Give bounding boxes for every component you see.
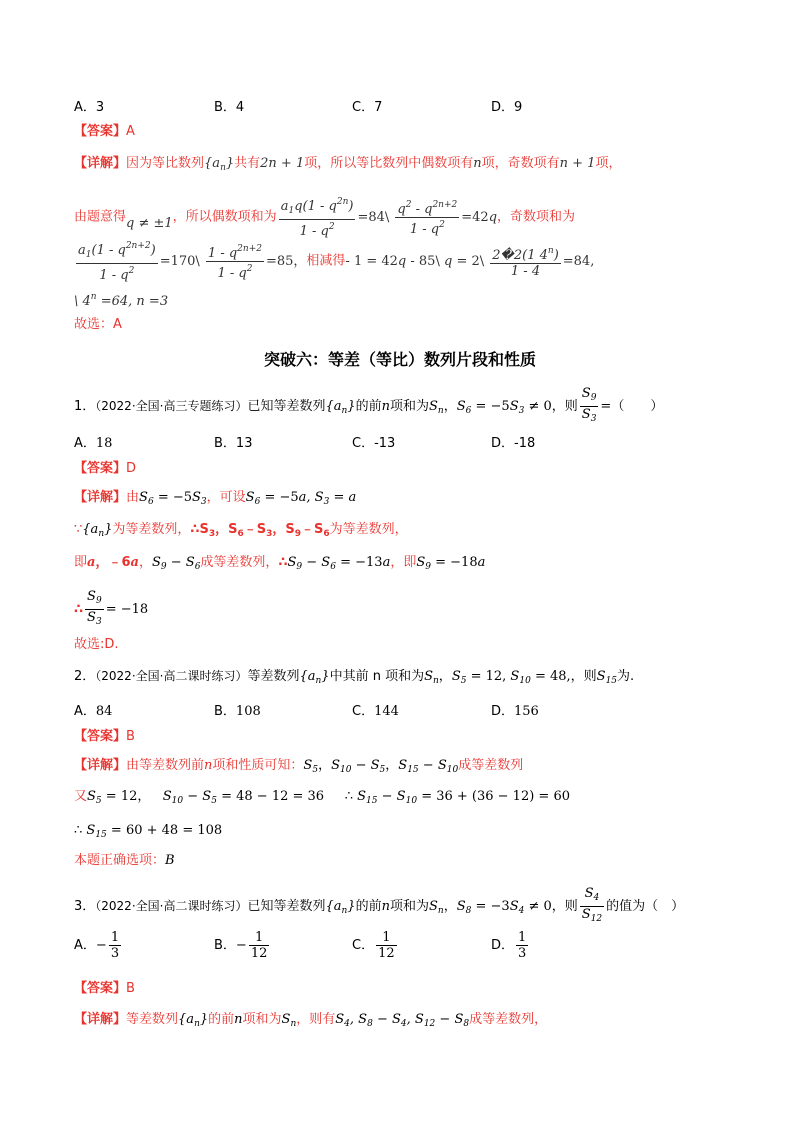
- stem-text: ，则: [570, 669, 597, 684]
- formula: 2n + 1: [260, 156, 305, 171]
- q2-detail-line-3: ∴ $S_{15} = 60 + 48 = 108$: [74, 823, 223, 840]
- option-label: C．: [352, 704, 375, 719]
- detail-text: ，可设: [206, 490, 246, 505]
- detail-text: ，即: [390, 555, 417, 570]
- answer-value: A: [126, 124, 135, 139]
- detail-text: 又: [74, 789, 88, 804]
- detail-text: a: [87, 555, 96, 570]
- stem-text: 已知等差数列: [247, 899, 326, 914]
- detail-text: ，则有: [296, 1012, 336, 1027]
- answer-tag: 【答案】: [74, 461, 127, 476]
- stem-text: 项和为: [389, 899, 429, 914]
- detail-text: 等差数列: [126, 1012, 179, 1027]
- detail-tag: 【详解】: [74, 758, 127, 773]
- q2-answer: [74, 728, 135, 746]
- q2-stem: 2．（2022·全国·高二课时练习）等差数列$\{a_n\}$中其前 n 项和为$S_n$，$S_5 = 12$, $S_{10} = 48$,，则$S_{15}$为.: [74, 669, 635, 686]
- q1-detail-line-3: 即a，﹣6a，$S_9 - S_6$成等差数列，$\therefore S_9 - S_6 = -13a$，即$S_9 = -18a$: [74, 555, 486, 572]
- q2-conclusion: [74, 852, 175, 870]
- formula: $S_n$: [281, 1012, 297, 1029]
- q3-detail-line-1: [74, 1011, 547, 1033]
- question-number: 3．: [74, 899, 96, 914]
- q3-stem: 3．（2022·全国·高二课时练习）已知等差数列$\{a_n\}$的前n项和为$S_n$，$S_8 = -3S_4 \ne 0$，则 $\frac{S_4}{S_{12}}$ 的值为（ ）: [74, 886, 685, 924]
- detail-text: 项，所以等比数列中偶数项有: [304, 156, 474, 171]
- prev-answer: [74, 123, 135, 141]
- formula: - 1 = 42q - 85\ q = 2\ $\frac{2�2(1 4^n)}{1 - 4}$ =84,: [345, 245, 595, 279]
- q2-detail-line-1: [74, 757, 523, 779]
- conclusion-text: 本题正确选项：: [74, 853, 166, 868]
- option-label: B．: [214, 704, 236, 719]
- formula: q ≠ ±1: [126, 215, 173, 231]
- answer-value: B: [126, 729, 135, 744]
- option-d: D．9: [491, 100, 523, 115]
- question-source: （2022·全国·高二课时练习）: [95, 669, 248, 683]
- q1-detail-line-1: [74, 489, 356, 511]
- formula: $S_n$: [428, 899, 444, 916]
- option-label: B．: [214, 938, 236, 953]
- detail-text: 成等差数列，: [200, 555, 279, 570]
- formula: n: [234, 1012, 243, 1027]
- stem-text: 为.: [617, 669, 635, 684]
- formula: $S_{15}$: [596, 669, 618, 686]
- option-b: B．− $\frac{1}{12}$: [214, 930, 268, 961]
- formula: $\{a_n\}$: [299, 669, 330, 686]
- option-value: 144: [374, 704, 399, 719]
- formula: $S_9 - S_6 = -13a$: [287, 555, 391, 572]
- question-number: 1．: [74, 399, 96, 414]
- option-d: D．-18: [491, 436, 536, 451]
- formula: $\frac{a_1q(1 - q^{2n})}{1 - q^2}$ =84\ $\frac{q^2 - q^{2n+2}}{1 - q^2}$ =42q: [280, 197, 498, 239]
- option-d: D． $\frac{1}{3}$: [491, 930, 527, 961]
- prev-detail-line-1: [74, 155, 621, 177]
- formula: $S_6 = -5a$, $S_3 = a$: [245, 490, 357, 507]
- option-value: 84: [95, 704, 113, 719]
- formula: $\{a_n\}$: [82, 522, 113, 539]
- detail-text: ，: [138, 555, 152, 570]
- prev-detail-line-4: \ $4^n =64$, n =3: [74, 292, 169, 309]
- stem-text: 的前: [355, 899, 382, 914]
- conclusion-answer: B: [165, 853, 175, 868]
- option-label: C．: [352, 938, 375, 953]
- prev-conclusion: 故选：A: [74, 317, 122, 332]
- detail-text: 的前: [208, 1012, 235, 1027]
- q1-detail-line-4: ∴ $\frac{S_9}{S_3}$ = −18: [74, 589, 149, 627]
- detail-text: ，所以偶数项和为: [172, 209, 277, 225]
- detail-text: 因为等比数列: [126, 156, 205, 171]
- prev-detail-line-3: [74, 239, 594, 283]
- detail-text: 成等差数列，: [469, 1012, 548, 1027]
- formula: $S_6 = -5S_3 \ne 0$: [456, 399, 552, 416]
- option-c: C．7: [352, 100, 383, 115]
- formula: $S_4$, $S_8 - S_4$, $S_{12} - S_8$: [335, 1012, 470, 1029]
- stem-text: 等差数列: [247, 669, 300, 684]
- formula: n + 1: [559, 156, 596, 171]
- detail-text: a: [130, 555, 139, 570]
- detail-text: 项，奇数项有: [481, 156, 560, 171]
- detail-text: 即: [74, 555, 88, 570]
- formula: $\{a_n\}$: [178, 1012, 209, 1029]
- answer-tag: 【答案】: [74, 124, 127, 139]
- question-source: （2022·全国·高二课时练习）: [95, 899, 248, 913]
- detail-text: 相减得: [306, 253, 346, 269]
- option-b: [214, 700, 261, 719]
- stem-text: 项和为: [389, 399, 429, 414]
- formula: $S_9 = -18a$: [416, 555, 486, 572]
- option-d: [491, 700, 539, 719]
- stem-text: 中其前 n 项和为: [329, 669, 425, 684]
- stem-text: 已知等差数列: [247, 399, 326, 414]
- option-a: [74, 700, 112, 719]
- formula: $\{a_n\}$: [325, 899, 356, 916]
- q1-answer: [74, 460, 136, 478]
- option-b: B．4: [214, 100, 245, 115]
- formula: $\frac{S_9}{S_3}$ = −18: [87, 589, 149, 627]
- stem-text: 的值为（ ）: [606, 899, 685, 914]
- option-label: D．: [491, 704, 515, 719]
- formula: $S_5$，$S_{10} - S_5$，$S_{15} - S_{10}$: [303, 758, 459, 775]
- detail-text: 为等差数列，: [112, 522, 191, 537]
- formula: $\{a_n\}$: [325, 399, 356, 416]
- text: ﹣S: [243, 522, 267, 537]
- detail-text: 成等差数列: [458, 758, 524, 773]
- detail-text: ，奇数项和为: [497, 209, 576, 225]
- option-label: A．: [74, 938, 96, 953]
- q3-answer: [74, 980, 135, 998]
- question-number: 2．: [74, 669, 96, 684]
- text: ﹣S: [301, 522, 324, 537]
- stem-text: （ ）: [611, 399, 664, 414]
- formula: $\frac{S_4}{S_{12}}$: [581, 886, 603, 924]
- formula: $S_6 = -5S_3$: [139, 490, 207, 507]
- detail-text: 共有: [234, 156, 261, 171]
- text: ，S: [272, 522, 295, 537]
- detail-tag: 【详解】: [74, 1012, 127, 1027]
- detail-text: 项和为: [242, 1012, 282, 1027]
- formula: $S_5 = 12$， $S_{10} - S_5 = 48 - 12 = 36$ ∴ $S_{15} - S_{10} = 36 + (36 - 12) = 60$: [87, 789, 570, 806]
- stem-text: 的前: [355, 399, 382, 414]
- option-label: D．: [491, 938, 515, 953]
- text: ，S: [215, 522, 238, 537]
- detail-text: 项，: [595, 156, 622, 171]
- option-value: 108: [235, 704, 261, 719]
- option-a: [74, 432, 112, 451]
- option-c: [352, 700, 399, 719]
- stem-text: ，则: [551, 399, 578, 414]
- formula: $S_5 = 12$, $S_{10} = 48$,: [451, 669, 571, 686]
- option-label: A．: [74, 704, 96, 719]
- section-title: 突破六：等差（等比）数列片段和性质: [263, 350, 536, 369]
- option-value: 156: [514, 704, 539, 719]
- formula: $S_n$: [424, 669, 439, 686]
- answer-value: D: [126, 461, 137, 476]
- question-source: （2022·全国·高三专题练习）: [95, 399, 248, 413]
- prev-detail-line-2: [74, 195, 575, 239]
- formula: n: [381, 399, 390, 414]
- detail-tag: 【详解】: [74, 156, 127, 171]
- formula: $\frac{a_1(1 - q^{2n+2})}{1 - q^2}$ =170\ $\frac{1 - q^{2n+2}}{1 - q^2}$ =85，: [78, 241, 307, 283]
- answer-tag: 【答案】: [74, 981, 127, 996]
- text: ∴S: [190, 522, 209, 537]
- formula: $S_9 - S_6$: [151, 555, 201, 572]
- option-c: C．-13: [352, 436, 396, 451]
- detail-text: 项和性质可知：: [212, 758, 304, 773]
- formula: $S_n$: [428, 399, 444, 416]
- option-label: A．: [74, 436, 96, 451]
- answer-tag: 【答案】: [74, 729, 127, 744]
- formula: n: [473, 156, 482, 171]
- q1-conclusion: 故选:D.: [74, 637, 119, 652]
- detail-tag: 【详解】: [74, 490, 127, 505]
- formula: $S_8 = -3S_4 \ne 0$: [456, 899, 552, 916]
- option-a: A．3: [74, 100, 105, 115]
- option-a: A．− $\frac{1}{3}$: [74, 930, 120, 961]
- answer-value: B: [126, 981, 135, 996]
- option-c: C． $\frac{1}{12}$: [352, 930, 395, 961]
- formula: n: [381, 899, 390, 914]
- detail-text: 由题意得: [74, 209, 127, 225]
- option-b: B．13: [214, 436, 253, 451]
- q2-detail-line-2: [74, 788, 570, 810]
- formula: $\{a_n\}$: [204, 156, 235, 173]
- q1-detail-line-2: $\because\{a_n\}$为等差数列，$\therefore S_3$，$S_6﹣S_3$，$S_9﹣S_6$为等差数列，: [74, 522, 408, 539]
- detail-text: ，﹣6: [95, 555, 131, 570]
- detail-text: 由等差数列前: [126, 758, 205, 773]
- stem-text: ，则: [551, 899, 578, 914]
- formula: n: [204, 758, 213, 773]
- q1-stem: 1．（2022·全国·高三专题练习）已知等差数列$\{a_n\}$的前n项和为$S_n$，$S_6 = -5S_3 \ne 0$，则 $\frac{S_9}{S_3}$ =（ ）: [74, 386, 664, 424]
- detail-text: $\therefore S_3$，$S_6﹣S_3$，$S_9﹣S_6$: [190, 522, 330, 539]
- detail-text: 为等差数列，: [329, 522, 408, 537]
- option-value: 18: [95, 436, 113, 451]
- detail-text: 由: [126, 490, 140, 505]
- formula: $\frac{S_9}{S_3}$ =: [581, 386, 612, 424]
